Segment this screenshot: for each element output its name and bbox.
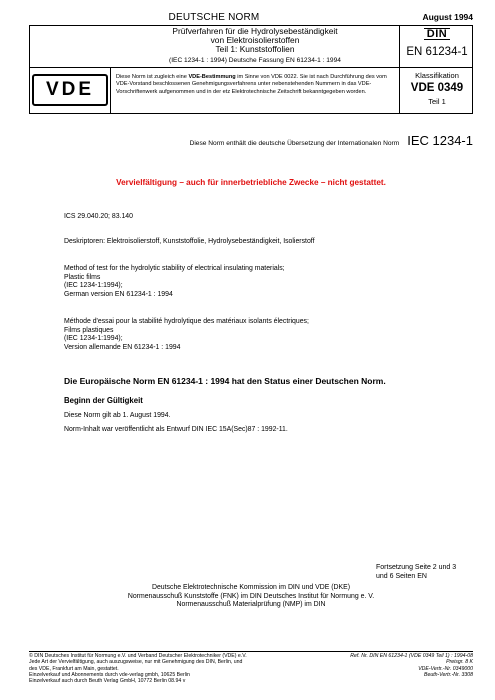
- ics-code: ICS 29.040.20; 83.140: [64, 213, 133, 220]
- translation-note: [158, 133, 473, 148]
- draft-reference: Norm-Inhalt war veröffentlicht als Entwurf DIN IEC 15A(Sec)87 : 1992-11.: [64, 426, 288, 433]
- din-box: [400, 26, 474, 69]
- english-line: (IEC 1234-1:1994);: [64, 282, 123, 289]
- copyright-line: des VDE, Frankfurt am Main, gestattet.: [29, 665, 119, 672]
- reference-block: [320, 653, 473, 678]
- standard-number: EN 61234-1: [406, 46, 468, 58]
- classification-box: [400, 71, 474, 106]
- vde-notice-bold: VDE-Bestimmung: [188, 74, 236, 80]
- document-title: [110, 26, 400, 69]
- top-bar: [29, 12, 473, 24]
- status-statement: Die Europäische Norm EN 61234-1 : 1994 hat den Status einer Deutschen Norm.: [64, 376, 386, 386]
- english-line: Method of test for the hydrolytic stability of electrical insulating materials;: [64, 265, 285, 272]
- french-title: [64, 318, 309, 352]
- english-line: Plastic films: [64, 273, 101, 281]
- continuation-note: [376, 563, 456, 581]
- footer-divider: [29, 651, 473, 652]
- french-line: Films plastiques: [64, 326, 114, 334]
- copyright-line: Einzelverkauf und Abonnements durch vde-verlag gmbh, 10625 Berlin: [29, 671, 190, 678]
- english-line: German version EN 61234-1 : 1994: [64, 290, 173, 298]
- copyright-line: Jede Art der Vervielfältigung, auch auszugsweise, nur mit Genehmigung des DIN, Berlin, und: [29, 659, 243, 666]
- title-box: [29, 25, 473, 68]
- validity-date: Diese Norm gilt ab 1. August 1994.: [64, 412, 171, 419]
- french-line: Méthode d'essai pour la stabilité hydrolytique des matériaux isolants électriques;: [64, 318, 309, 325]
- committees: [29, 584, 473, 610]
- title-line: Teil 1: Kunststoffolien: [215, 44, 295, 55]
- copyright-line: © DIN Deutsches Institut für Normung e.V. und Verband Deutscher Elektrotechniker (VDE) e.V.: [29, 653, 247, 659]
- reference-line: Beuth-Vertr.-Nr. 3308: [423, 671, 473, 678]
- vde-logo: VDE: [32, 74, 108, 106]
- validity-heading: Beginn der Gültigkeit: [64, 396, 143, 405]
- copyright-line: Einzelverkauf auch durch Beuth Verlag GmbH, 10772 Berlin 08.94 v: [29, 678, 186, 685]
- copy-warning: Vervielfältigung – auch für innerbetriebliche Zwecke – nicht gestattet.: [116, 178, 386, 187]
- vde-notice: [116, 74, 396, 96]
- english-title: [64, 265, 285, 299]
- title-line: Prüfverfahren für die Hydrolysebeständigkeit: [172, 26, 338, 36]
- document-type: DEUTSCHE NORM: [168, 12, 260, 23]
- reference-line: Preisgr. 8 K: [446, 659, 473, 666]
- info-box: [29, 68, 473, 114]
- vde-notice-start: Diese Norm ist zugleich eine: [116, 74, 189, 80]
- committee-line: Normenausschuß Kunststoffe (FNK) im DIN Deutsches Institut für Normung e. V.: [127, 592, 375, 600]
- classification-part: Teil 1: [428, 97, 446, 106]
- divider: [110, 68, 111, 114]
- reference-line: Ref. Nr. DIN EN 61234-1 (VDE 0349 Teil 1) : 1994-08: [350, 653, 473, 659]
- continuation-line: und 6 Seiten EN: [376, 573, 427, 580]
- title-meta: (IEC 1234-1 : 1994) Deutsche Fassung EN 61234-1 : 1994: [169, 56, 341, 64]
- iec-number: IEC 1234-1: [407, 133, 473, 148]
- classification-label: Klassifikation: [415, 71, 459, 80]
- french-line: Version allemande EN 61234-1 : 1994: [64, 343, 181, 351]
- issue-date: August 1994: [422, 12, 473, 22]
- descriptors: Deskriptoren: Elektroisolierstoff, Kunststoffolie, Hydrolysebeständigkeit, Isolierstoff: [64, 238, 315, 245]
- reference-line: VDE-Vertr.-Nr. 0349000: [418, 665, 473, 672]
- committee-line: Deutsche Elektrotechnische Kommission im DIN und VDE (DKE): [152, 584, 350, 591]
- committee-line: Normenausschuß Materialprüfung (NMP) im DIN: [176, 601, 326, 609]
- french-line: (IEC 1234-1:1994);: [64, 335, 123, 342]
- translation-note-text: Diese Norm enthält die deutsche Übersetzung der Internationalen Norm: [189, 140, 400, 147]
- title-line: von Elektroisolierstoffen: [210, 35, 300, 46]
- vde-notice-end: im Sinne von VDE 0022. Sie ist nach Durchführung des vom VDE-Vorstand beschlossenen Genehmigungsverfahrens unter nebenstehenden Nummern in das VDE-Vorschriftenwerk aufgenommen und in der etz Elektrotechnische Zeitschrift bekanntgegeben worden.: [116, 74, 387, 95]
- copyright-notice: [29, 653, 329, 684]
- continuation-line: Fortsetzung Seite 2 und 3: [376, 564, 457, 571]
- din-logo: DIN: [424, 28, 450, 40]
- classification-number: VDE 0349: [410, 82, 464, 94]
